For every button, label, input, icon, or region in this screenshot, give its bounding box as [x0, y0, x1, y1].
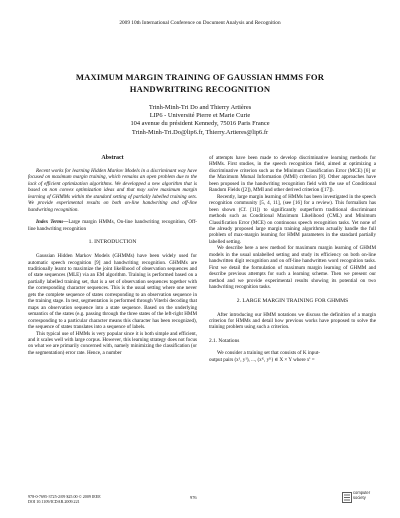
footer-publication-info: [28, 494, 101, 504]
computer-society-text: [353, 491, 370, 500]
subsection-2-1-heading: 2.1. Notations: [209, 337, 240, 344]
title-line-1: MAXIMUM MARGIN TRAINING OF GAUSSIAN HMMS FOR: [75, 72, 325, 82]
intro-heading: 1. INTRODUCTION: [88, 239, 137, 246]
section-2-heading: 2. LARGE MARGIN TRAINING FOR GHMMS: [236, 297, 349, 304]
right-column: [209, 155, 376, 363]
abstract-heading: Abstract: [101, 155, 124, 161]
abstract-text: Recent works for learning Hidden Markov Models in a discriminant way have focused on maximum margin training, which remains an open problem due to the lack of efficient optimization algorithms. We developped a new algorithm that is based on non convex optimization ideas and that may solve maximum margin learning of GHMMs within the standard setting of partially labelled training sets. We provide experimental results on both on-line handwriting and off-line handwriting recognition.: [28, 168, 197, 213]
logo-text-computer: computer: [353, 490, 371, 495]
intro-paragraph-5: We describe here a new method for maximum margin learning of GHMM models in the usual unlabelled setting and study its efficiency on both on-line handwritten digit recognition and on off-line handwritten word recognition tasks. First we detail the formulation of maximum margin learning of GHMM and describe previous attempts for such a learning scheme. Then we present our method and we provide experimental results showing its potential on two handwriting recognition tasks.: [209, 245, 376, 291]
section-2-paragraph: After introducing our HMM notations we discuss the definition of a margin criterion for HMMs and detail how previous works have proposed to solve the training problem using such a criterion.: [209, 311, 376, 331]
intro-paragraph-3: of attempts have been made to develop discriminative learning methods for HMMs. First studies, in the speech recognition field, aimed at optimizing a discriminative criterion such as the Minimum Classification Error (MCE) [6] or the Maximum Mutual Information (MMI) criterion [8]. Other approaches have been proposed in the handwriting recognition field with the use of Conditional Random Fields ([2]), MMI and other derived criterion ([17]).: [209, 155, 376, 194]
author-emails: Trinh-Minh-Tri.Do@lip6.fr, Thierry.Artieres@lip6.fr: [131, 128, 269, 136]
author-address: 104 avenue du président Kennedy, 75016 Paris France: [130, 120, 270, 128]
intro-paragraph-1: Gaussian Hidden Markov Models (GHMMs) have been widely used for automatic speech recognition [9] and handwriting recognition. GHMMs are traditionally learnt to maximize the joint likelihood of observation sequences and of state sequences (MLE) via an EM algorithm. Training is performed based on a partially labelled training set, that is a set of observation sequences together with the corresponding character sequences. This is the usual setting where one never gets the complete sequence of states corresponding to an observation sequence in the training stage. In test, segmentation is performed through Viterbi decoding that maps an observation sequence into a state sequence. Based on the underlying semantics of the states (e.g. passing through the three states of the left-right HMM corresponding to a particular character means this character has been recognized), the sequence of states translates into a sequence of labels.: [28, 253, 197, 331]
footer-doi: DOI 10.1109/ICDAR.2009.221: [28, 499, 80, 504]
notations-line-2: output pairs (x¹, y¹), ..., (xᴷ, yᴷ) ∈ X × Y where xⁱ =: [209, 356, 315, 363]
left-column: [28, 155, 197, 356]
intro-paragraph-2: This typical use of HMMs is very popular since it is both simple and efficient, and it scales well with large corpus. However, this learning strategy does not focus on what we are primarily concerned with, namely minimizing the classification (or the segmentation) error rate. Hence, a number: [28, 330, 197, 356]
footer-isbn: 978-0-7695-3725-2/09 $25.00 © 2009 IEEE: [28, 494, 101, 499]
notations-line-1: We consider a training set that consists of K input-: [217, 350, 320, 357]
author-names: Trinh-Minh-Tri Do and Thierry Artières: [148, 104, 252, 111]
page-number: 976: [190, 495, 197, 500]
index-terms: [28, 219, 197, 232]
author-affiliation: LIP6 - Université Pierre et Marie Curie: [149, 112, 251, 120]
index-terms-label: Index Terms—: [36, 219, 69, 226]
title-line-2: HANDWRITRING RECOGNITION: [129, 84, 271, 94]
computer-society-emblem-icon: [342, 492, 352, 503]
logo-text-society: society: [353, 494, 366, 500]
conference-header: 2009 10th International Conference on Document Analysis and Recognition: [119, 20, 281, 26]
intro-paragraph-4: Recently, large margin learning of HMMs has been investigated in the speech recognition community [5, 4, 11], (see [16] for a review). This formalism has been shown (Cf. [11]) to significantly outperform traditional discriminant methods such as Conditional Maximum Likelihood (CML) and Minimum Classification Error (MCE) on continuous speech recognition tasks. Yet none of the already proposed large margin training algorithms actually handle the full problem of max-margin learning for HMM parameters in the standard partially labelled setting.: [209, 193, 376, 245]
authors-block: [80, 104, 320, 137]
computer-society-logo: [342, 490, 376, 506]
index-terms-text: Large margin HMMs, On-line handwriting recognition, Off-line handwriting recognition: [28, 219, 197, 232]
paper-title: [30, 71, 370, 95]
